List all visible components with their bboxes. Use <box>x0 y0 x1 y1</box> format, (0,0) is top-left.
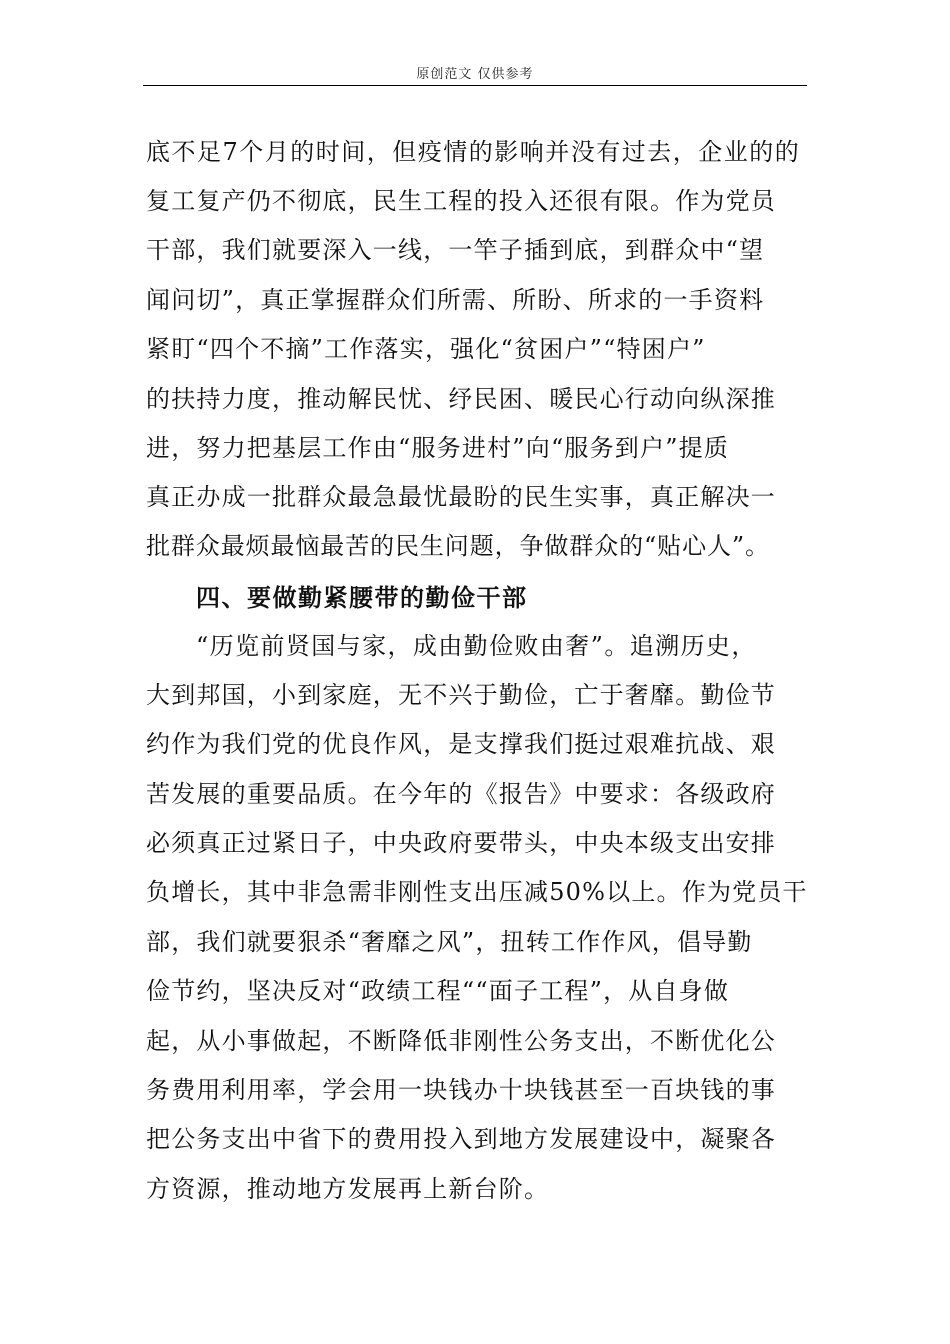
body-line: 紧盯“四个不摘”工作落实，强化“贫困户”“特困户” <box>146 335 706 363</box>
body-line: 起，从小事做起，不断降低非刚性公务支出，不断优化公 <box>146 1027 776 1055</box>
body-line: 进，努力把基层工作由“服务进村”向“服务到户”提质 <box>146 434 730 462</box>
body-line: 闻问切”，真正掌握群众们所需、所盼、所求的一手资料 <box>146 286 765 314</box>
body-line: 部，我们就要狠杀“奢靡之风”，扭转工作作风，倡导勤 <box>146 928 753 956</box>
section-heading: 四、要做勤紧腰带的勤俭干部 <box>196 584 528 612</box>
body-line: 方资源，推动地方发展再上新台阶。 <box>146 1175 550 1203</box>
body-line: 把公务支出中省下的费用投入到地方发展建设中，凝聚各 <box>146 1125 776 1153</box>
body-line: 干部，我们就要深入一线，一竿子插到底，到群众中“望 <box>146 236 765 264</box>
body-line: 底不足7个月的时间，但疫情的影响并没有过去，企业的的 <box>146 138 801 166</box>
page-header: 原创范文 仅供参考 <box>416 67 534 82</box>
body-line: 苦发展的重要品质。在今年的《报告》中要求：各级政府 <box>146 780 776 808</box>
body-line: 复工复产仍不彻底，民生工程的投入还很有限。作为党员 <box>146 187 776 215</box>
body-line: 俭节约，坚决反对“政绩工程““面子工程”，从自身做 <box>146 977 730 1005</box>
body-line: 必须真正过紧日子，中央政府要带头，中央本级支出安排 <box>146 829 776 857</box>
body-line: 大到邦国，小到家庭，无不兴于勤俭，亡于奢靡。勤俭节 <box>146 681 776 709</box>
body-line: 约作为我们党的优良作风，是支撑我们挺过艰难抗战、艰 <box>146 730 776 758</box>
body-line: 的扶持力度，推动解民忧、纾民困、暖民心行动向纵深推 <box>146 385 776 413</box>
header-divider <box>143 85 807 86</box>
body-line: 真正办成一批群众最急最忧最盼的民生实事，真正解决一 <box>146 483 776 511</box>
body-line: 负增长，其中非急需非刚性支出压减50%以上。作为党员干 <box>146 878 808 906</box>
body-line: 批群众最烦最恼最苦的民生问题，争做群众的“贴心人”。 <box>146 532 770 560</box>
body-line: 务费用利用率，学会用一块钱办十块钱甚至一百块钱的事 <box>146 1076 776 1104</box>
body-line: “历览前贤国与家，成由勤俭败由奢”。追溯历史， <box>196 632 757 660</box>
